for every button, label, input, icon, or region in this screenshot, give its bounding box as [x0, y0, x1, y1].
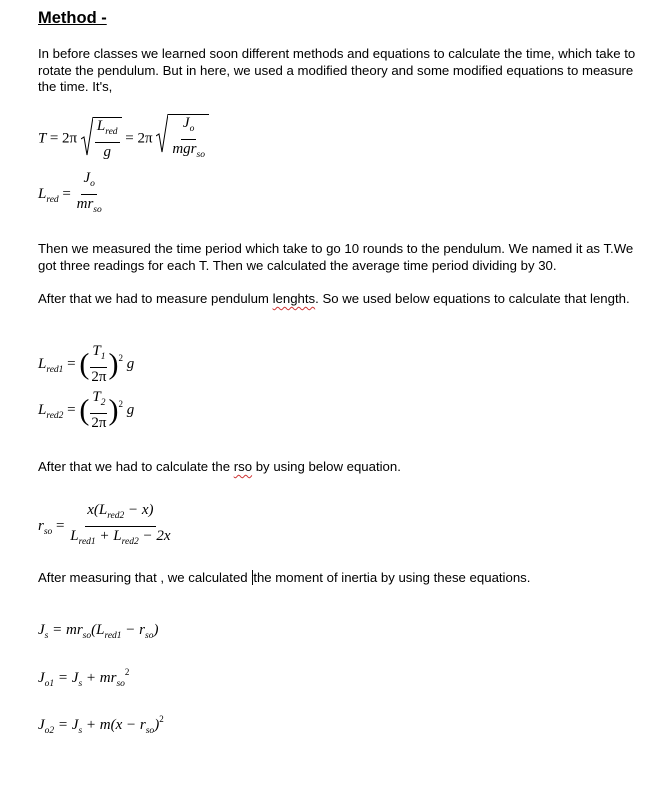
rso-paragraph: After that we had to calculate the rso by using below equation. — [38, 459, 401, 474]
js-equation: $J_s = mr_{so}(L_{red1} - r_{so})$ — [38, 622, 159, 641]
measurement-paragraph: Then we measured the time period which take to go 10 rounds to the pendulum. We named it as T.We got three readings for each T. Then we calculated the average time period dividing by 30. — [38, 241, 634, 273]
section-heading: Method - — [38, 9, 107, 27]
length-paragraph: After that we had to measure pendulum lenghts. So we used below equations to calculate that length. — [38, 291, 630, 306]
intro-paragraph: In before classes we learned soon different methods and equations to calculate the time, which take to rotate the pendulum. But in here, we used a modified theory and some modified equations to measure the time. It's, — [38, 46, 636, 95]
misspelled-word: lenghts — [272, 291, 316, 306]
lred-equation: $L_{red}$ = $\frac{J_o}{mr_{so}}$ — [38, 170, 102, 215]
period-equation: T = 2π $\frac{L_{red}}{g}$ = 2π $\frac{J_o}{mgr_{so}}$ — [38, 114, 209, 164]
inertia-paragraph: After measuring that , we calculated the moment of inertia by using these equations. — [38, 570, 531, 585]
jo1-equation: $J_{o1} = J_s + mr_{so}^2$ — [38, 667, 130, 689]
rso-symbol: rso — [233, 459, 253, 474]
lred1-equation: $L_{red1}$ = ( $\frac{T_1}{2\pi}$ )$^2$ g — [38, 343, 135, 385]
jo2-equation: $J_{o2} = J_s + m(x - r_{so})^2$ — [38, 714, 164, 736]
lred2-equation: $L_{red2}$ = ( $\frac{T_2}{2\pi}$ )$^2$ g — [38, 389, 135, 431]
rso-equation: $r_{so}$ = $\frac{x(L_{red2} - x)}{L_{red1} + L_{red2} - 2x}$ — [38, 502, 171, 547]
